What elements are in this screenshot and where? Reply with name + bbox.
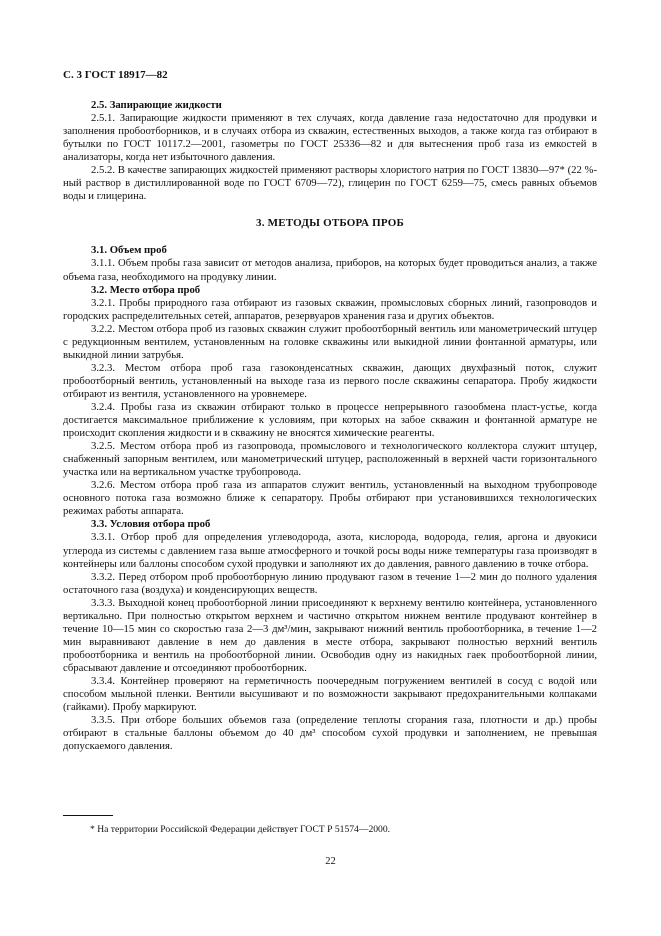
paragraph-2-5-1: 2.5.1. Запирающие жидкости применяют в тех случаях, когда давление газа недостаточно для продувки и заполнения пробоотборников, и в случаях отбора из скважин, естественных выходов, а также когда газ отбирают в бутылки по ГОСТ 10117.2—2001, газометры по ГОСТ 25336—82 и для вытеснения проб газа из емкостей в анализаторы, когда нет избыточного давления. bbox=[63, 112, 597, 164]
paragraph-3-2-6: 3.2.6. Местом отбора проб газа из аппаратов служит вентиль, установленный на выходном трубопроводе основного потока газа возможно ближе к сепаратору. Пробы отбирают при установившихся технологических режимах работы аппарата. bbox=[63, 479, 597, 518]
heading-2-5: 2.5. Запирающие жидкости bbox=[91, 99, 222, 111]
paragraph-3-3-2: 3.3.2. Перед отбором проб пробоотборную линию продувают газом в течение 1—2 мин до полного удаления остаточного газа (воздуха) и конденсирующих веществ. bbox=[63, 570, 597, 596]
paragraph-3-3-1: 3.3.1. Отбор проб для определения углеводорода, азота, кислорода, водорода, гелия, аргона и двуокиси углерода из системы с давлением газа выше атмосферного и точкой росы воды ниже температуры газа производят в контейнеры или баллоны способом сухой продувки и заполняют их до давления, равного давлению в точке отбора. bbox=[63, 531, 597, 570]
footnote: * На территории Российской Федерации действует ГОСТ Р 51574—2000. bbox=[90, 824, 391, 835]
paragraph-2-5-2: 2.5.2. В качестве запирающих жидкостей применяют растворы хлористого натрия по ГОСТ 13830—97* (22 %-ный раствор в дистиллированной воде по ГОСТ 6709—72), глицерин по ГОСТ 6259—75, смесь равных объемов воды и глицерина. bbox=[63, 164, 597, 203]
main-content bbox=[63, 99, 597, 753]
heading-3-2: 3.2. Место отбора проб bbox=[91, 283, 201, 296]
section-3-title: 3. МЕТОДЫ ОТБОРА ПРОБ bbox=[256, 217, 404, 230]
paragraph-3-1-1: 3.1.1. Объем пробы газа зависит от методов анализа, приборов, на которых будет проводиться анализ, а также объема газа, необходимого на продувку линии. bbox=[63, 257, 597, 283]
paragraph-3-2-3: 3.2.3. Местом отбора проб газа газоконденсатных скважин, дающих двухфазный поток, служит пробоотборный вентиль, установленный на выходе газа из первого после скважины сепаратора. Пробу жидкости отбирают из вентиля, установленного на уровнемере. bbox=[63, 361, 597, 400]
page-number: 22 bbox=[325, 856, 336, 867]
paragraph-3-2-5: 3.2.5. Местом отбора проб из газопровода, промыслового и технологического коллектора служит штуцер, снабженный запорным вентилем, или манометрический штуцер, расположенный в верхней части горизонтального участка или на вертикальном участке трубопровода. bbox=[63, 440, 597, 479]
paragraph-3-2-2: 3.2.2. Местом отбора проб из газовых скважин служит пробоотборный вентиль или манометрический штуцер с редукционным вентилем, установленным на головке скважины или выкидной линии фонтанной арматуры, или выкидной линии затрубья. bbox=[63, 322, 597, 361]
heading-3-1: 3.1. Объем проб bbox=[91, 244, 167, 257]
page-header: С. 3 ГОСТ 18917—82 bbox=[63, 69, 168, 81]
footnote-divider bbox=[63, 815, 113, 816]
heading-3-3: 3.3. Условия отбора проб bbox=[91, 518, 211, 531]
paragraph-3-2-1: 3.2.1. Пробы природного газа отбирают из газовых скважин, промысловых сборных линий, газопроводов и городских распределительных сетей, аппаратов, резервуаров хранения газа и других объектов. bbox=[63, 296, 597, 322]
paragraph-3-3-3: 3.3.3. Выходной конец пробоотборной линии присоединяют к верхнему вентилю контейнера, установленного вертикально. При полностью открытом верхнем и частично открытом нижнем вентиле продувают контейнер в течение 10—15 мин со скоростью газа 2—3 дм³/мин, закрывают нижний вентиль пробоотборника, в течение 1—2 мин выравнивают давление в нем до давления в месте отбора, закрывают полностью верхний вентиль пробоотборника и вентиль на пробоотборной линии. Освободив одну из накидных гаек пробоотборной линии, сбрасывают давление и отсоединяют пробоотборник. bbox=[63, 596, 597, 674]
paragraph-3-3-5: 3.3.5. При отборе больших объемов газа (определение теплоты сгорания газа, плотности и др.) пробы отбирают в стальные баллоны объемом до 40 дм³ способом сухой продувки и заполнением, не превышая допускаемого давления. bbox=[63, 714, 597, 753]
paragraph-3-3-4: 3.3.4. Контейнер проверяют на герметичность поочередным погружением вентилей в сосуд с водой или способом мыльной пленки. Вентили высушивают и по возможности закрывают предохранительными колпаками (гайками). Пробу маркируют. bbox=[63, 674, 597, 714]
paragraph-3-2-4: 3.2.4. Пробы газа из скважин отбирают только в процессе непрерывного газообмена пласт-устье, когда достигается максимальное приближение к условиям, при которых на забое скважин и фонтанной арматуре не происходит скопления жидкости и в скважину не вносятся химические реагенты. bbox=[63, 400, 597, 440]
